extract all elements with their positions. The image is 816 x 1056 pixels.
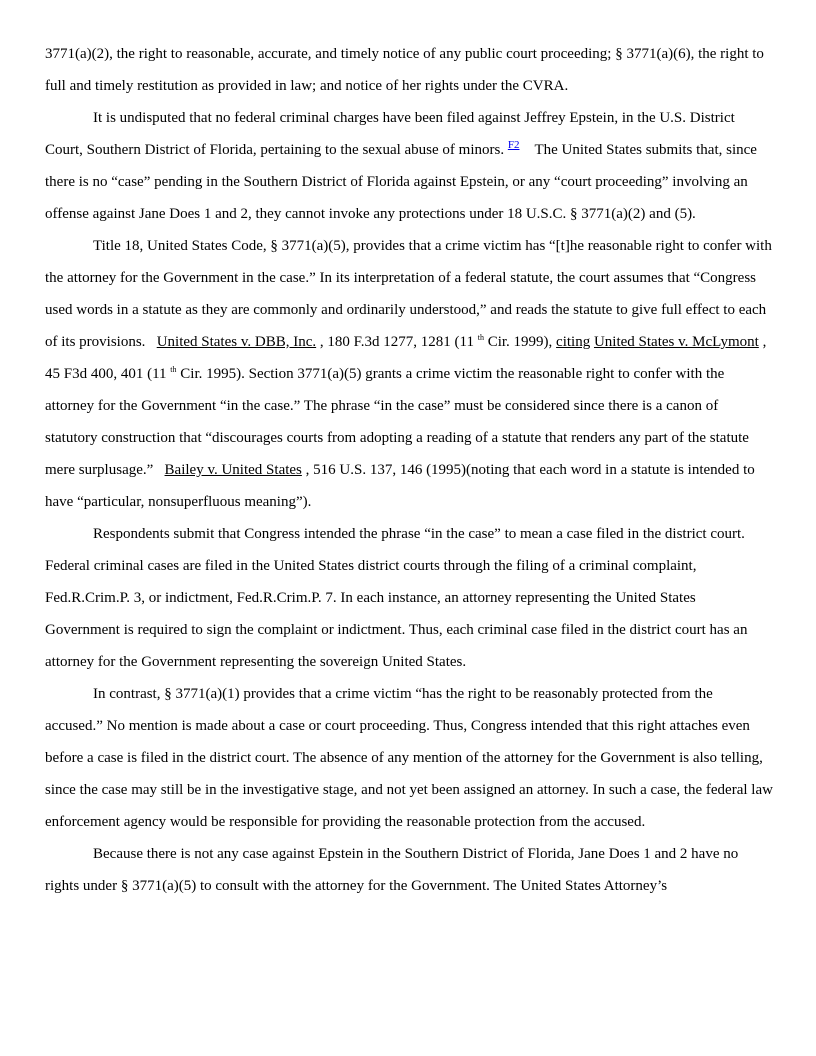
paragraph-3-text-b: , 180 F.3d 1277, 1281 (11 — [319, 334, 474, 350]
paragraph-3-text-e: Cir. 1995). Section 3771(a)(5) grants a crime victim the reasonable right to confer with the attorney for the Government “in the case.” The phrase “in the case” must be considered since there is a canon of statutory construction that “discourages courts from adopting a reading of a statute that renders any part of the statute mere surplusage.” — [45, 366, 749, 478]
document-page — [45, 38, 773, 902]
paragraph-3-text-a: Title 18, United States Code, § 3771(a)(5), provides that a crime victim has “[t]he reasonable right to confer with the attorney for the Government in the case.” In its interpretation of a federal statute, the court assumes that “Congress used words in a statute as they are commonly and ordinarily understood,” and reads the statute to give full effect to each of its provisions. — [45, 238, 772, 350]
ordinal-suffix: th — [477, 333, 484, 342]
case-citation-dbb: United States v. DBB, Inc. — [156, 334, 317, 350]
case-citation-bailey: Bailey v. United States — [164, 462, 302, 478]
footnote-link-f2[interactable]: F2 — [507, 139, 520, 151]
ordinal-suffix: th — [170, 365, 177, 374]
paragraph-4: Respondents submit that Congress intended the phrase “in the case” to mean a case filed in the district court. Federal criminal cases are filed in the United States district courts through the filing of a criminal complaint, Fed.R.Crim.P. 3, or indictment, Fed.R.Crim.P. 7. In each instance, an attorney representing the United States Government is required to sign the complaint or indictment. Thus, each criminal case filed in the district court has an attorney for the Government representing the sovereign United States. — [45, 526, 748, 670]
case-citation-mclymont: United States v. McLymont — [593, 334, 759, 350]
paragraph-2 — [45, 102, 773, 230]
paragraph-1: 3771(a)(2), the right to reasonable, accurate, and timely notice of any public court proceeding; § 3771(a)(6), the right to full and timely restitution as provided in law; and notice of her rights under the CVRA. — [45, 46, 764, 94]
citing-signal: citing — [556, 334, 591, 350]
paragraph-2-text-a: It is undisputed that no federal criminal charges have been filed against Jeffrey Epstein, in the U.S. District Court, Southern District of Florida, pertaining to the sexual abuse of minors. — [45, 110, 735, 158]
paragraph-5: In contrast, § 3771(a)(1) provides that a crime victim “has the right to be reasonably protected from the accused.” No mention is made about a case or court proceeding. Thus, Congress intended that this right attaches even before a case is filed in the district court. The absence of any mention of the attorney for the Government is also telling, since the case may still be in the investigative stage, and not yet been assigned an attorney. In such a case, the federal law enforcement agency would be responsible for providing the reasonable protection from the accused. — [45, 686, 773, 830]
paragraph-3-text-c: Cir. 1999), — [487, 334, 553, 350]
paragraph-3-text-f: , 516 U.S. 137, 146 (1995)(noting that each word in a statute is intended to have “particular, nonsuperfluous meaning”). — [45, 462, 755, 510]
paragraph-3 — [45, 230, 773, 518]
paragraph-2-text-b: The United States submits that, since there is no “case” pending in the Southern District of Florida against Epstein, or any “court proceeding” involving an offense against Jane Does 1 and 2, they cannot invoke any protections under 18 U.S.C. § 3771(a)(2) and (5). — [45, 142, 757, 222]
paragraph-6: Because there is not any case against Epstein in the Southern District of Florida, Jane Does 1 and 2 have no rights under § 3771(a)(5) to consult with the attorney for the Government. The United States Attorney’s — [45, 846, 739, 894]
paragraph-3-text-d: , 45 F3d 400, 401 (11 — [45, 334, 767, 382]
